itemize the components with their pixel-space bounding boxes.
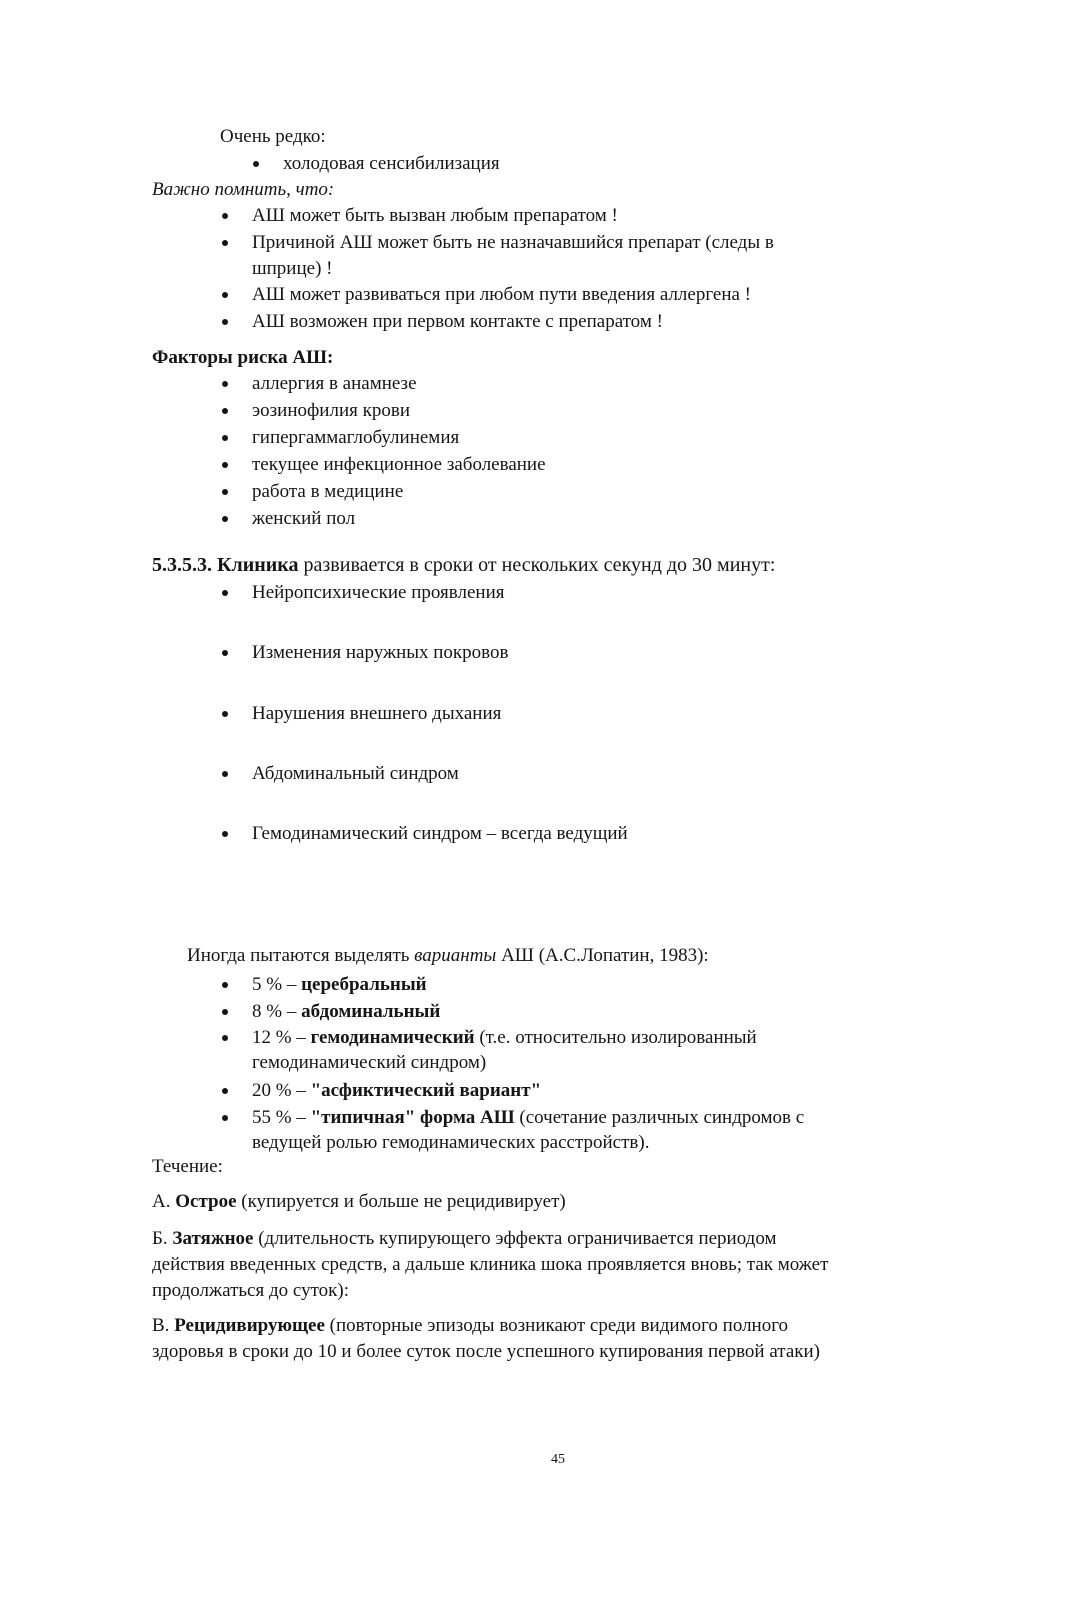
- list-item: Причиной АШ может быть не назначавшийся препарат (следы в: [252, 232, 774, 253]
- intro-italic: варианты: [414, 945, 497, 966]
- course-type: Рецидивирующее: [174, 1315, 325, 1336]
- course-acute: [152, 1192, 566, 1211]
- variant-percent: 5 % –: [252, 974, 302, 995]
- course-heading: Течение:: [152, 1156, 223, 1177]
- course-text-line: действия введенных средств, а дальше клиника шока проявляется вновь; так может: [152, 1254, 829, 1275]
- variant-name: церебральный: [301, 974, 427, 995]
- variant-percent: 20 % –: [252, 1080, 311, 1101]
- list-item: гипергаммаглобулинемия: [252, 427, 460, 448]
- list-item: Гемодинамический синдром – всегда ведущий: [252, 823, 628, 844]
- variants-intro: [187, 946, 709, 965]
- variant-item: [252, 1028, 757, 1047]
- variant-name: "типичная" форма АШ: [310, 1107, 515, 1128]
- intro-text: АШ (А.С.Лопатин, 1983):: [496, 945, 709, 966]
- course-text: (купируется и больше не рецидивирует): [236, 1191, 566, 1212]
- list-item: Нарушения внешнего дыхания: [252, 703, 502, 724]
- variant-name: гемодинамический: [310, 1027, 475, 1048]
- course-text-line: продолжаться до суток):: [152, 1280, 349, 1301]
- list-item: холодовая сенсибилизация: [283, 153, 500, 174]
- course-text: (длительность купирующего эффекта ограничивается периодом: [253, 1228, 777, 1249]
- page-number: 45: [551, 1452, 565, 1467]
- list-item: работа в медицине: [252, 481, 404, 502]
- list-item: АШ может развиваться при любом пути введения аллергена !: [252, 284, 752, 305]
- course-prefix: Б.: [152, 1228, 173, 1249]
- list-item: АШ возможен при первом контакте с препаратом !: [252, 311, 663, 332]
- course-protracted: [152, 1229, 777, 1248]
- list-item: женский пол: [252, 508, 356, 529]
- course-type: Острое: [175, 1191, 237, 1212]
- course-text-line: здоровья в сроки до 10 и более суток после успешного купирования первой атаки): [152, 1341, 820, 1362]
- variant-name: "асфиктический вариант": [310, 1080, 542, 1101]
- intro-text: Иногда пытаются выделять: [187, 945, 415, 966]
- variant-item: [252, 975, 427, 994]
- course-text: (повторные эпизоды возникают среди видимого полного: [324, 1315, 789, 1336]
- list-item: Абдоминальный синдром: [252, 763, 459, 784]
- variant-percent: 55 % –: [252, 1107, 311, 1128]
- list-item: аллергия в анамнезе: [252, 373, 417, 394]
- list-item: Нейропсихические проявления: [252, 582, 505, 603]
- variant-item: [252, 1108, 804, 1127]
- list-item: Изменения наружных покровов: [252, 642, 509, 663]
- variant-item: [252, 1002, 440, 1021]
- course-prefix: А.: [152, 1191, 176, 1212]
- clinic-heading: [152, 555, 775, 575]
- list-item: текущее инфекционное заболевание: [252, 454, 546, 475]
- section-title: Клиника: [217, 554, 299, 576]
- rare-heading: Очень редко:: [220, 126, 326, 147]
- variant-continuation: ведущей ролью гемодинамических расстройств).: [252, 1132, 650, 1153]
- list-item-continuation: шприце) !: [252, 258, 333, 279]
- variant-name: абдоминальный: [301, 1001, 441, 1022]
- risk-heading: Факторы риска АШ:: [152, 347, 334, 368]
- section-number: 5.3.5.3.: [152, 554, 212, 576]
- list-item: АШ может быть вызван любым препаратом !: [252, 205, 618, 226]
- course-recurrent: [152, 1316, 788, 1335]
- variant-rest: (сочетание различных синдромов с: [514, 1107, 805, 1128]
- remember-heading: Важно помнить, что:: [152, 179, 335, 200]
- list-item: эозинофилия крови: [252, 400, 410, 421]
- variant-percent: 8 % –: [252, 1001, 302, 1022]
- variant-percent: 12 % –: [252, 1027, 311, 1048]
- section-text: развивается в сроки от нескольких секунд до 30 минут:: [298, 554, 776, 576]
- course-prefix: В.: [152, 1315, 175, 1336]
- variant-rest: (т.е. относительно изолированный: [474, 1027, 757, 1048]
- course-type: Затяжное: [172, 1228, 254, 1249]
- variant-continuation: гемодинамический синдром): [252, 1052, 487, 1073]
- variant-item: [252, 1081, 541, 1100]
